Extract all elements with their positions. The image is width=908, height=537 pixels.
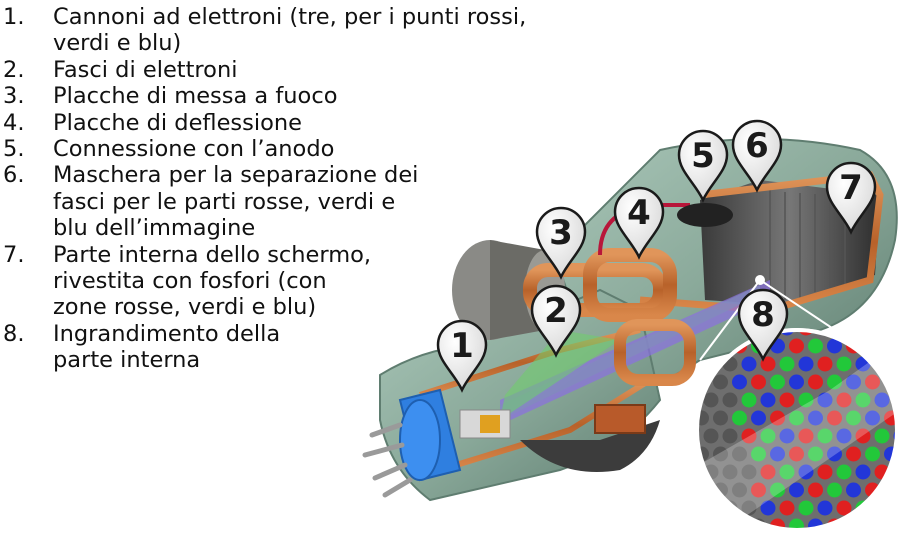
legend-number: 8. <box>3 320 25 347</box>
phosphor-dot <box>761 393 776 408</box>
legend-line: Maschera per la separazione dei <box>53 162 419 189</box>
legend-line: Parte interna dello schermo, <box>53 241 372 268</box>
phosphor-dot <box>723 429 738 444</box>
legend-line: Placche di messa a fuoco <box>53 83 338 110</box>
phosphor-dot <box>732 411 747 426</box>
phosphor-dot <box>846 519 861 534</box>
legend-line: Ingrandimento della <box>53 320 281 347</box>
phosphor-dot <box>846 483 861 498</box>
legend-number: 1. <box>3 4 25 30</box>
phosphor-dot <box>780 357 795 372</box>
phosphor-dot <box>865 519 880 534</box>
legend-number: 5. <box>3 136 25 163</box>
phosphor-dot <box>818 465 833 480</box>
phosphor-dot <box>751 411 766 426</box>
phosphor-dot <box>837 357 852 372</box>
phosphor-dot <box>818 357 833 372</box>
phosphor-dot <box>808 339 823 354</box>
phosphor-dot <box>894 321 908 336</box>
phosphor-dot <box>713 411 728 426</box>
phosphor-dot <box>751 375 766 390</box>
phosphor-dot <box>723 393 738 408</box>
legend-line: Cannoni ad elettroni (tre, per i punti rossi, <box>53 4 527 30</box>
legend-number: 3. <box>3 83 25 110</box>
pin-label: 5 <box>691 136 715 176</box>
phosphor-dot <box>685 393 700 408</box>
legend-line: fasci per le parti rosse, verdi e <box>53 188 396 215</box>
phosphor-dot <box>875 501 890 516</box>
legend-number: 2. <box>3 56 25 83</box>
phosphor-dot <box>789 375 804 390</box>
legend-number: 7. <box>3 241 25 268</box>
phosphor-dot <box>713 375 728 390</box>
phosphor-dot <box>808 375 823 390</box>
pin-label: 7 <box>839 168 863 208</box>
legend-line: parte interna <box>53 347 201 374</box>
phosphor-dot <box>685 465 700 480</box>
legend-line: zone rosse, verdi e blu) <box>53 294 317 321</box>
legend-line: verdi e blu) <box>53 30 182 57</box>
phosphor-dot <box>780 501 795 516</box>
phosphor-dot <box>903 483 908 498</box>
phosphor-dot <box>884 519 899 534</box>
phosphor-dot <box>875 321 890 336</box>
phosphor-dot <box>694 483 709 498</box>
pin-label: 1 <box>450 326 474 366</box>
pin-label: 4 <box>627 193 651 233</box>
phosphor-dot <box>732 519 747 534</box>
phosphor-dot <box>894 357 908 372</box>
phosphor-dot <box>704 501 719 516</box>
phosphor-dot <box>713 519 728 534</box>
phosphor-dot <box>808 483 823 498</box>
phosphor-dot <box>903 519 908 534</box>
phosphor-dot <box>685 501 700 516</box>
phosphor-dot <box>732 375 747 390</box>
phosphor-dot <box>818 501 833 516</box>
phosphor-dot <box>846 447 861 462</box>
phosphor-dot <box>837 465 852 480</box>
phosphor-dot <box>894 501 908 516</box>
legend-line: blu dell’immagine <box>53 215 256 242</box>
phosphor-dot <box>742 393 757 408</box>
phosphor-dot <box>884 339 899 354</box>
phosphor-dot <box>799 501 814 516</box>
phosphor-dot <box>799 357 814 372</box>
legend-number: 6. <box>3 162 25 189</box>
pin-label: 2 <box>544 291 568 331</box>
phosphor-dot <box>770 375 785 390</box>
phosphor-dot <box>704 393 719 408</box>
legend-line: Placche di deflessione <box>53 109 302 136</box>
pin-label: 6 <box>745 126 769 166</box>
phosphor-dot <box>827 483 842 498</box>
legend-line: Connessione con l’anodo <box>53 136 335 163</box>
phosphor-dot <box>875 429 890 444</box>
phosphor-dot <box>780 393 795 408</box>
pin-label: 8 <box>751 295 775 335</box>
phosphor-dot <box>856 321 871 336</box>
pin-label: 3 <box>549 213 573 253</box>
phosphor-dot <box>903 411 908 426</box>
phosphor-dot <box>704 429 719 444</box>
legend-line: Fasci di elettroni <box>53 56 238 83</box>
phosphor-dot <box>903 447 908 462</box>
phosphor-dot <box>865 447 880 462</box>
legend-number: 4. <box>3 109 25 136</box>
legend-line: rivestita con fosfori (con <box>53 268 327 295</box>
phosphor-dot <box>789 339 804 354</box>
phosphor-dot <box>694 519 709 534</box>
phosphor-dot <box>856 465 871 480</box>
phosphor-dot <box>742 357 757 372</box>
phosphor-dot <box>894 465 908 480</box>
phosphor-dot <box>903 339 908 354</box>
phosphor-dot <box>903 375 908 390</box>
phosphor-dot <box>884 483 899 498</box>
